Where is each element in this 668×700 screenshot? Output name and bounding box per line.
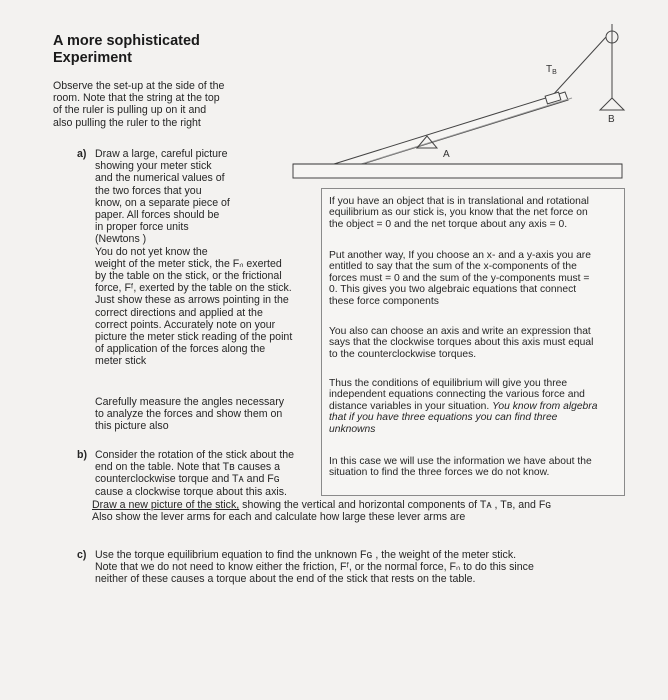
- part-a-text-2: [95, 396, 320, 433]
- label-tb: $T_B$: [546, 64, 557, 76]
- support-b-triangle: [600, 98, 624, 110]
- part-a-line: to analyze the forces and show them on: [95, 408, 283, 421]
- box-paragraph-3: [329, 326, 624, 360]
- part-a-line: correct directions and applied at the: [95, 306, 263, 319]
- box-line-italic: You know from algebra: [492, 400, 598, 412]
- part-c-text: [95, 549, 635, 586]
- part-b-drawing-instruction: [92, 499, 551, 511]
- title-line-1: A more sophisticated: [53, 33, 200, 49]
- part-a-line: meter stick: [95, 355, 147, 368]
- part-a-line: showing your meter stick: [95, 160, 212, 173]
- part-a-line: force, Fᶠ, exerted by the table on the stick.: [95, 282, 292, 295]
- box-line: situation to find the three forces we do not know.: [329, 467, 550, 479]
- part-a-line: and the numerical values of: [95, 172, 225, 185]
- box-line-italic: that if you have three equations you can find three: [329, 412, 558, 424]
- box-line: equilibrium as our stick is, you know that the net force on: [329, 207, 588, 219]
- part-a-line: by the table on the stick, or the frictional: [95, 270, 282, 283]
- part-a-line: this picture also: [95, 420, 169, 433]
- box-line: You also can choose an axis and write an expression that: [329, 326, 591, 337]
- setup-diagram: [290, 18, 660, 188]
- intro-paragraph: [53, 80, 263, 129]
- label-a: A: [443, 149, 450, 160]
- box-line: these force components: [329, 295, 439, 307]
- part-a-line: correct points. Accurately note on your: [95, 318, 276, 331]
- part-c-label: c): [77, 549, 87, 561]
- part-b-line: Consider the rotation of the stick about the: [95, 449, 295, 461]
- box-line: Put another way, If you choose an x- and a y-axis you are: [329, 250, 591, 261]
- box-line: forces must = 0 and the sum of the y-components must =: [329, 272, 590, 284]
- part-b-line: cause a clockwise torque about this axis.: [95, 485, 287, 498]
- part-b-rest: showing the vertical and horizontal components of Tᴀ , Tʙ, and Fɢ: [239, 499, 552, 511]
- part-a-line: paper. All forces should be: [95, 209, 220, 222]
- box-paragraph-1: [329, 196, 624, 230]
- part-a-line: picture the meter stick reading of the point: [95, 331, 293, 344]
- intro-line: room. Note that the string at the top: [53, 92, 220, 105]
- box-line: entitled to say that the sum of the x-components of the: [329, 261, 577, 273]
- box-line: to the counterclockwise torques.: [329, 348, 477, 360]
- part-a-line: Draw a large, careful picture: [95, 148, 228, 160]
- box-line: says that the clockwise torques about this axis must equal: [329, 337, 594, 349]
- part-a-line: (Newtons ): [95, 233, 147, 246]
- box-line-italic: unknowns: [329, 423, 376, 435]
- title-line-2: Experiment: [53, 50, 132, 66]
- part-b-label: b): [77, 449, 87, 461]
- part-b-line: end on the table. Note that Tʙ causes a: [95, 461, 281, 474]
- label-b: B: [608, 114, 615, 125]
- part-a-label: a): [77, 148, 87, 160]
- box-line: independent equations connecting the various force and: [329, 389, 585, 401]
- box-paragraph-2: [329, 250, 624, 307]
- box-paragraph-4: [329, 378, 624, 435]
- box-line: 0. This gives you two algebraic equations that connect: [329, 284, 577, 296]
- box-paragraph-5: [329, 456, 624, 479]
- part-a-text: [95, 148, 320, 368]
- box-line: Thus the conditions of equilibrium will give you three: [329, 378, 568, 389]
- part-b-last-line: Also show the lever arms for each and calculate how large these lever arms are: [92, 511, 466, 523]
- intro-line: also pulling the ruler to the right: [53, 116, 201, 129]
- part-a-line: the two forces that you: [95, 184, 202, 197]
- part-c-line: neither of these causes a torque about the end of the stick that rests on the table.: [95, 573, 476, 586]
- part-a-line: You do not yet know the: [95, 245, 208, 258]
- box-line: the object = 0 and the net torque about any axis = 0.: [329, 218, 568, 230]
- part-a-line: Carefully measure the angles necessary: [95, 396, 285, 408]
- part-b-text: [95, 449, 320, 498]
- box-line: In this case we will use the information we have about the: [329, 456, 592, 467]
- part-c-line: Use the torque equilibrium equation to find the unknown Fɢ , the weight of the meter stick.: [95, 549, 517, 561]
- intro-line: of the ruler is pulling up on it and: [53, 104, 207, 117]
- box-line: If you have an object that is in translational and rotational: [329, 196, 589, 207]
- part-a-line: know, on a separate piece of: [95, 196, 230, 209]
- part-a-line: weight of the meter stick, the Fₙ exerted: [95, 257, 282, 270]
- part-b-line: counterclockwise torque and Tᴀ and Fɢ: [95, 473, 280, 486]
- string: [552, 37, 606, 96]
- part-c-line: Note that we do not need to know either the friction, Fᶠ, or the normal force, Fₙ to do this since: [95, 561, 534, 574]
- part-a-line: in proper force units: [95, 221, 189, 234]
- part-a-line: Just show these as arrows pointing in the: [95, 294, 289, 307]
- part-b-underlined: Draw a new picture of the stick,: [92, 499, 240, 511]
- meter-stick: [334, 92, 568, 172]
- box-line: distance variables in your situation.: [329, 400, 493, 412]
- page-title: [53, 33, 253, 67]
- table: [293, 164, 622, 178]
- intro-line: Observe the set-up at the side of the: [53, 80, 225, 92]
- part-a-line: of application of the forces along the: [95, 343, 266, 356]
